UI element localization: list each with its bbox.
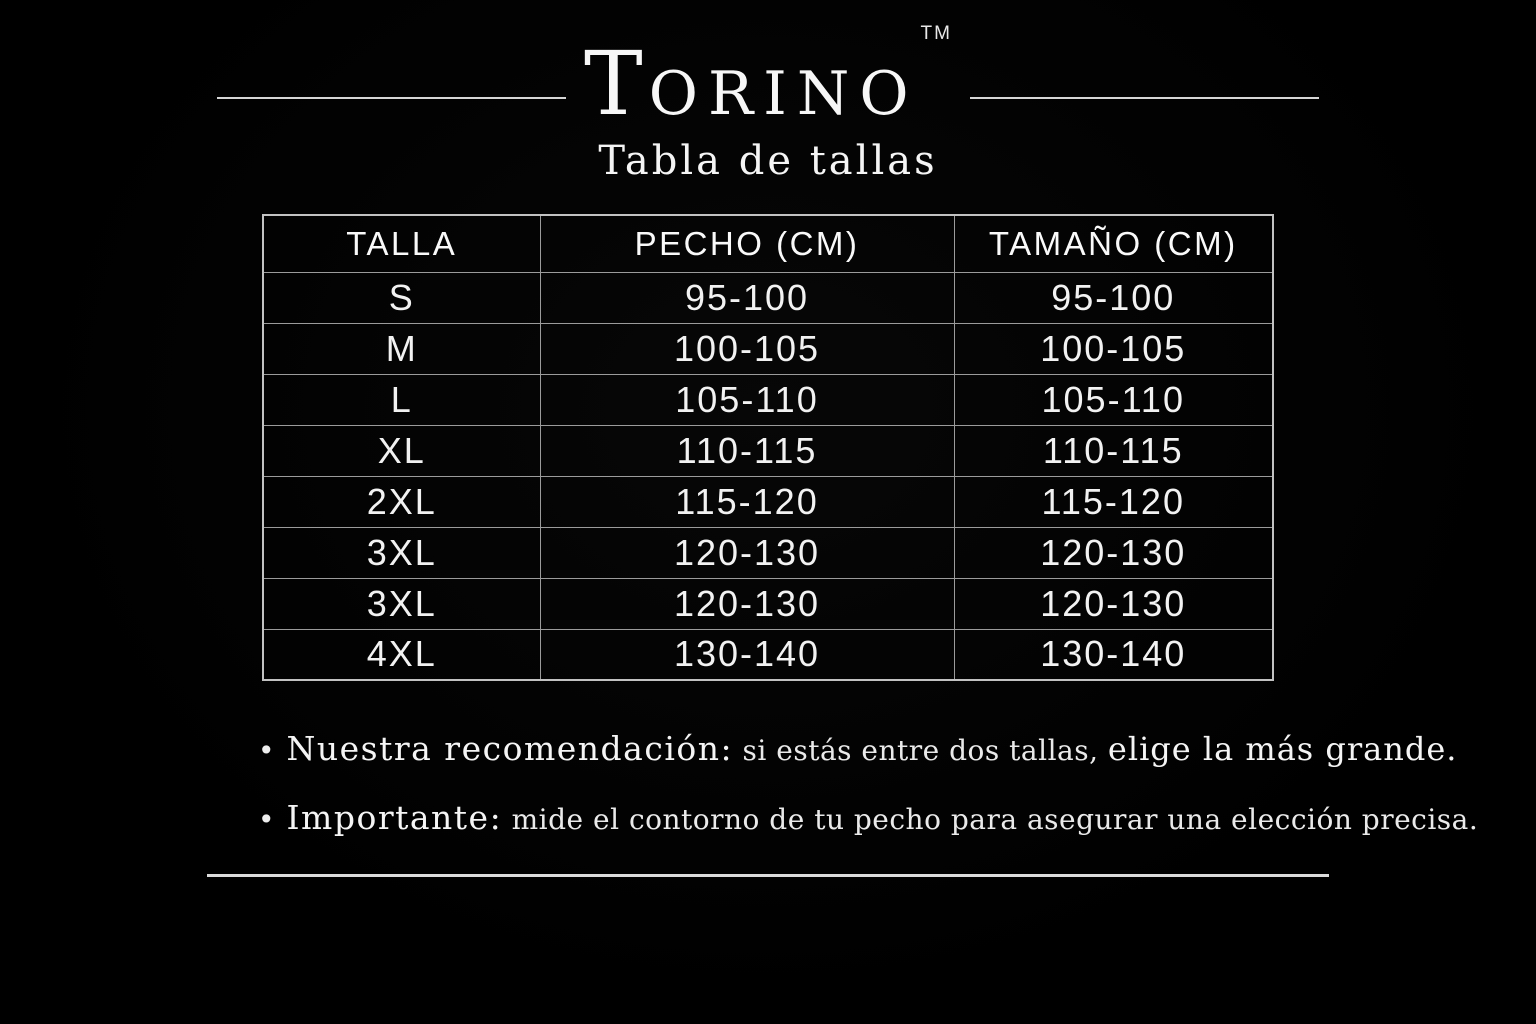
chest-range-cell: 120-130 bbox=[540, 527, 954, 578]
size-label-cell: L bbox=[263, 374, 540, 425]
size-range-cell: 100-105 bbox=[954, 323, 1273, 374]
note-lead: Importante: bbox=[286, 797, 503, 837]
table-row bbox=[263, 527, 1273, 578]
chest-range-cell: 110-115 bbox=[540, 425, 954, 476]
size-range-cell: 95-100 bbox=[954, 272, 1273, 323]
table-row bbox=[263, 425, 1273, 476]
size-label-cell: XL bbox=[263, 425, 540, 476]
note-body: mide el contorno de tu pecho para asegurar una elección precisa. bbox=[502, 802, 1479, 836]
size-range-cell: 120-130 bbox=[954, 527, 1273, 578]
table-header-row bbox=[263, 215, 1273, 272]
table-row bbox=[263, 272, 1273, 323]
size-label-cell: 3XL bbox=[263, 578, 540, 629]
title-row bbox=[0, 0, 1536, 135]
size-label-cell: 4XL bbox=[263, 629, 540, 680]
size-label-cell: 3XL bbox=[263, 527, 540, 578]
size-label-cell: 2XL bbox=[263, 476, 540, 527]
column-header-pecho: PECHO (CM) bbox=[540, 215, 954, 272]
table-row bbox=[263, 629, 1273, 680]
table-row bbox=[263, 476, 1273, 527]
table-row bbox=[263, 323, 1273, 374]
size-range-cell: 110-115 bbox=[954, 425, 1273, 476]
note-body: si estás entre dos tallas, bbox=[733, 734, 1108, 767]
size-label-cell: M bbox=[263, 323, 540, 374]
notes-section bbox=[258, 727, 1479, 840]
size-range-cell: 115-120 bbox=[954, 476, 1273, 527]
chest-range-cell: 130-140 bbox=[540, 629, 954, 680]
bullet-icon: • bbox=[258, 802, 275, 836]
size-range-cell: 130-140 bbox=[954, 629, 1273, 680]
chest-range-cell: 100-105 bbox=[540, 323, 954, 374]
chest-range-cell: 105-110 bbox=[540, 374, 954, 425]
column-header-talla: TALLA bbox=[263, 215, 540, 272]
note-recommendation bbox=[258, 727, 1458, 772]
note-emphasis: elige la más grande. bbox=[1107, 730, 1458, 768]
title-rule-right bbox=[970, 97, 1319, 99]
trademark-symbol: TM bbox=[920, 23, 952, 44]
size-label-cell: S bbox=[263, 272, 540, 323]
note-lead: Nuestra recomendación: bbox=[286, 729, 734, 768]
chest-range-cell: 120-130 bbox=[540, 578, 954, 629]
brand-name: TORINO bbox=[584, 32, 919, 135]
size-range-cell: 105-110 bbox=[954, 374, 1273, 425]
column-header-tamano: TAMAÑO (CM) bbox=[954, 215, 1273, 272]
table-row bbox=[263, 374, 1273, 425]
size-table bbox=[262, 214, 1274, 681]
bottom-rule bbox=[207, 874, 1329, 877]
title-rule-left bbox=[217, 97, 566, 99]
bullet-icon: • bbox=[258, 734, 275, 767]
chest-range-cell: 95-100 bbox=[540, 272, 954, 323]
size-range-cell: 120-130 bbox=[954, 578, 1273, 629]
chest-range-cell: 115-120 bbox=[540, 476, 954, 527]
page-subtitle: Tabla de tallas bbox=[598, 138, 938, 184]
brand-title bbox=[584, 23, 952, 135]
table-row bbox=[263, 578, 1273, 629]
note-important bbox=[258, 796, 1479, 841]
